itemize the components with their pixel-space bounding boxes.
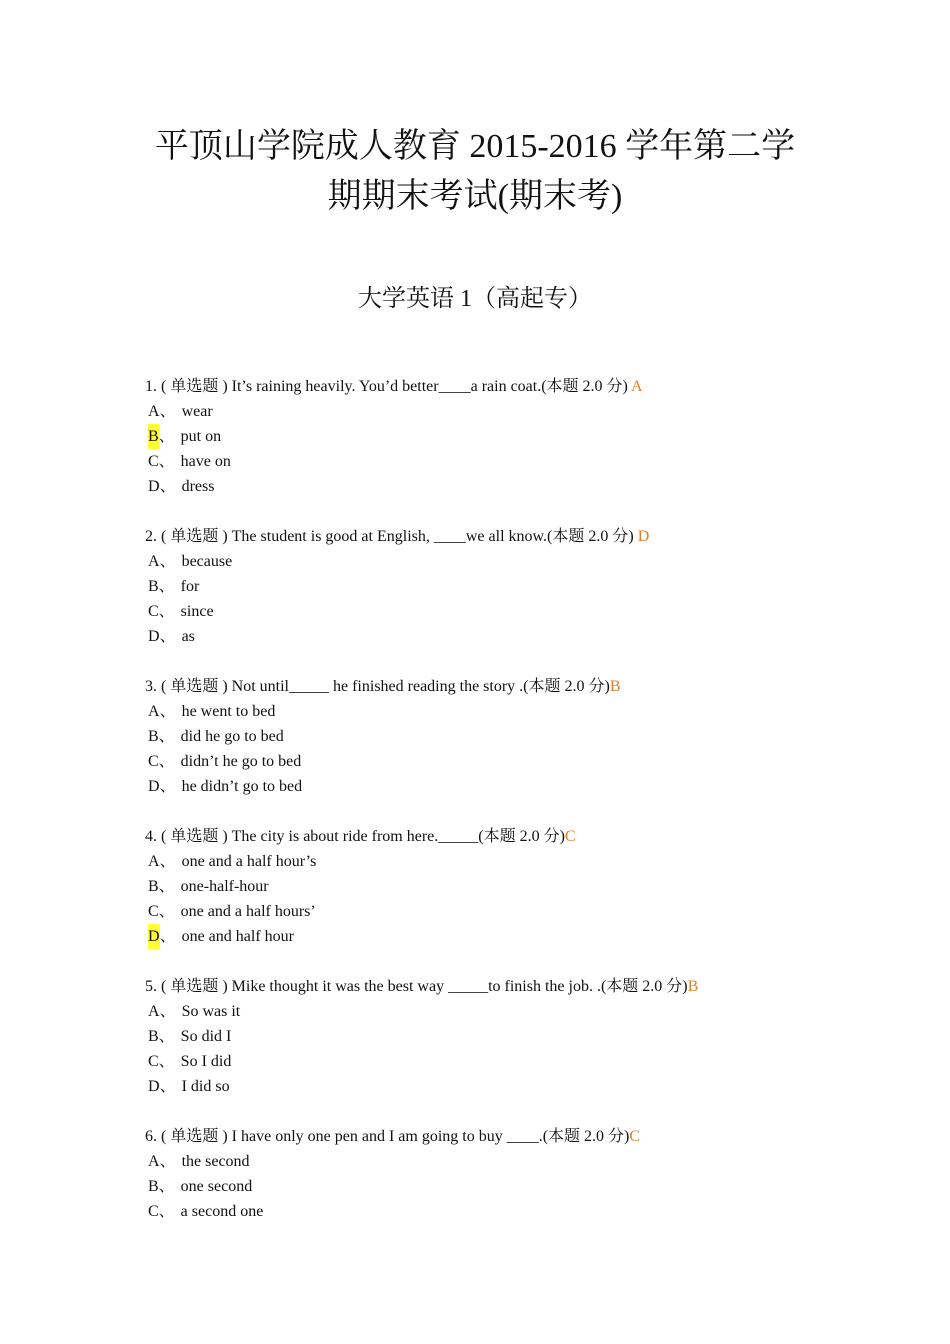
option-text: as bbox=[181, 628, 195, 645]
question-list bbox=[145, 374, 865, 1249]
question-text bbox=[145, 974, 865, 999]
option-item bbox=[145, 924, 865, 949]
option-separator: 、 bbox=[159, 403, 176, 420]
option-letter: A bbox=[148, 853, 160, 870]
option-separator: 、 bbox=[159, 1003, 176, 1020]
option-separator: 、 bbox=[158, 878, 175, 895]
question-item bbox=[145, 1124, 865, 1224]
option-separator: 、 bbox=[158, 428, 175, 445]
option-text: because bbox=[181, 553, 233, 570]
answer-key: D bbox=[637, 528, 650, 545]
option-letter: D bbox=[148, 628, 160, 645]
option-text: So I did bbox=[180, 1053, 232, 1070]
option-letter: D bbox=[148, 778, 160, 795]
option-letter: A bbox=[148, 703, 160, 720]
option-text: I did so bbox=[181, 1078, 230, 1095]
option-separator: 、 bbox=[159, 1078, 176, 1095]
option-item bbox=[145, 549, 865, 574]
option-separator: 、 bbox=[159, 478, 176, 495]
option-item bbox=[145, 1199, 865, 1224]
answer-key: A bbox=[631, 378, 643, 395]
option-letter: B bbox=[148, 1028, 159, 1045]
option-text: he didn’t go to bed bbox=[181, 778, 303, 795]
option-item bbox=[145, 774, 865, 799]
option-item bbox=[145, 874, 865, 899]
option-letter: C bbox=[148, 603, 159, 620]
option-letter: C bbox=[148, 1053, 159, 1070]
option-separator: 、 bbox=[158, 1178, 175, 1195]
option-separator: 、 bbox=[158, 1053, 175, 1070]
option-letter: C bbox=[148, 753, 159, 770]
answer-key: C bbox=[629, 1128, 641, 1145]
page-title-line-1: 平顶山学院成人教育 2015-2016 学年第二学 bbox=[154, 128, 796, 165]
question-item bbox=[145, 374, 865, 499]
option-text: one-half-hour bbox=[180, 878, 269, 895]
option-separator: 、 bbox=[159, 853, 176, 870]
option-text: dress bbox=[181, 478, 215, 495]
answer-key: B bbox=[687, 978, 699, 995]
option-text: the second bbox=[181, 1153, 250, 1170]
option-item bbox=[145, 474, 865, 499]
answer-key: B bbox=[609, 678, 621, 695]
option-item bbox=[145, 699, 865, 724]
option-separator: 、 bbox=[158, 578, 175, 595]
option-text: put on bbox=[180, 428, 222, 445]
option-separator: 、 bbox=[158, 1028, 175, 1045]
option-item bbox=[145, 999, 865, 1024]
option-text: didn’t he go to bed bbox=[180, 753, 302, 770]
question-stem: 6. ( 单选题 ) I have only one pen and I am going to buy ____.(本题 2.0 分) bbox=[145, 1128, 630, 1145]
option-item bbox=[145, 424, 865, 449]
question-text bbox=[145, 674, 865, 699]
question-text bbox=[145, 824, 865, 849]
option-item bbox=[145, 574, 865, 599]
option-separator: 、 bbox=[158, 753, 175, 770]
question-stem: 1. ( 单选题 ) It’s raining heavily. You’d better____a rain coat.(本题 2.0 分) bbox=[145, 378, 631, 395]
option-letter: A bbox=[148, 403, 160, 420]
option-separator: 、 bbox=[159, 928, 176, 945]
option-letter: B bbox=[148, 424, 159, 449]
option-text: So did I bbox=[180, 1028, 232, 1045]
option-separator: 、 bbox=[158, 903, 175, 920]
question-item bbox=[145, 974, 865, 1099]
option-letter: B bbox=[148, 578, 159, 595]
option-separator: 、 bbox=[159, 1153, 176, 1170]
option-item bbox=[145, 724, 865, 749]
option-letter: D bbox=[148, 924, 160, 949]
option-text: one and a half hours’ bbox=[180, 903, 316, 920]
page-title bbox=[0, 122, 950, 222]
option-separator: 、 bbox=[159, 703, 176, 720]
option-item bbox=[145, 599, 865, 624]
question-stem: 4. ( 单选题 ) The city is about ride from here._____(本题 2.0 分) bbox=[145, 828, 565, 845]
option-item bbox=[145, 749, 865, 774]
option-item bbox=[145, 849, 865, 874]
option-separator: 、 bbox=[159, 628, 176, 645]
option-item bbox=[145, 449, 865, 474]
option-text: for bbox=[180, 578, 200, 595]
option-letter: A bbox=[148, 553, 160, 570]
option-separator: 、 bbox=[158, 1203, 175, 1220]
question-item bbox=[145, 824, 865, 949]
option-letter: C bbox=[148, 453, 159, 470]
question-text bbox=[145, 1124, 865, 1149]
option-item bbox=[145, 1024, 865, 1049]
option-item bbox=[145, 1149, 865, 1174]
option-letter: B bbox=[148, 728, 159, 745]
option-separator: 、 bbox=[158, 603, 175, 620]
option-text: one and a half hour’s bbox=[181, 853, 317, 870]
option-letter: C bbox=[148, 1203, 159, 1220]
option-letter: A bbox=[148, 1003, 160, 1020]
course-subtitle: 大学英语 1（高起专） bbox=[358, 286, 592, 312]
option-item bbox=[145, 899, 865, 924]
option-separator: 、 bbox=[158, 728, 175, 745]
question-text bbox=[145, 374, 865, 399]
option-letter: C bbox=[148, 903, 159, 920]
option-text: he went to bed bbox=[181, 703, 276, 720]
option-text: one and half hour bbox=[181, 928, 294, 945]
answer-key: C bbox=[564, 828, 576, 845]
option-text: since bbox=[180, 603, 214, 620]
option-item bbox=[145, 624, 865, 649]
option-text: So was it bbox=[181, 1003, 241, 1020]
page-title-line-2: 期期末考试(期末考) bbox=[327, 178, 623, 215]
option-text: did he go to bed bbox=[180, 728, 284, 745]
option-text: one second bbox=[180, 1178, 253, 1195]
option-letter: B bbox=[148, 878, 159, 895]
option-item bbox=[145, 399, 865, 424]
question-stem: 2. ( 单选题 ) The student is good at English, ____we all know.(本题 2.0 分) bbox=[145, 528, 638, 545]
option-separator: 、 bbox=[159, 778, 176, 795]
option-text: wear bbox=[181, 403, 213, 420]
option-text: have on bbox=[180, 453, 231, 470]
option-item bbox=[145, 1049, 865, 1074]
option-letter: D bbox=[148, 1078, 160, 1095]
option-separator: 、 bbox=[158, 453, 175, 470]
option-text: a second one bbox=[180, 1203, 264, 1220]
option-letter: D bbox=[148, 478, 160, 495]
question-stem: 3. ( 单选题 ) Not until_____ he finished reading the story .(本题 2.0 分) bbox=[145, 678, 610, 695]
option-letter: A bbox=[148, 1153, 160, 1170]
question-stem: 5. ( 单选题 ) Mike thought it was the best way _____to finish the job. .(本题 2.0 分) bbox=[145, 978, 688, 995]
option-item bbox=[145, 1074, 865, 1099]
option-separator: 、 bbox=[159, 553, 176, 570]
question-text bbox=[145, 524, 865, 549]
option-item bbox=[145, 1174, 865, 1199]
option-letter: B bbox=[148, 1178, 159, 1195]
question-item bbox=[145, 674, 865, 799]
question-item bbox=[145, 524, 865, 649]
